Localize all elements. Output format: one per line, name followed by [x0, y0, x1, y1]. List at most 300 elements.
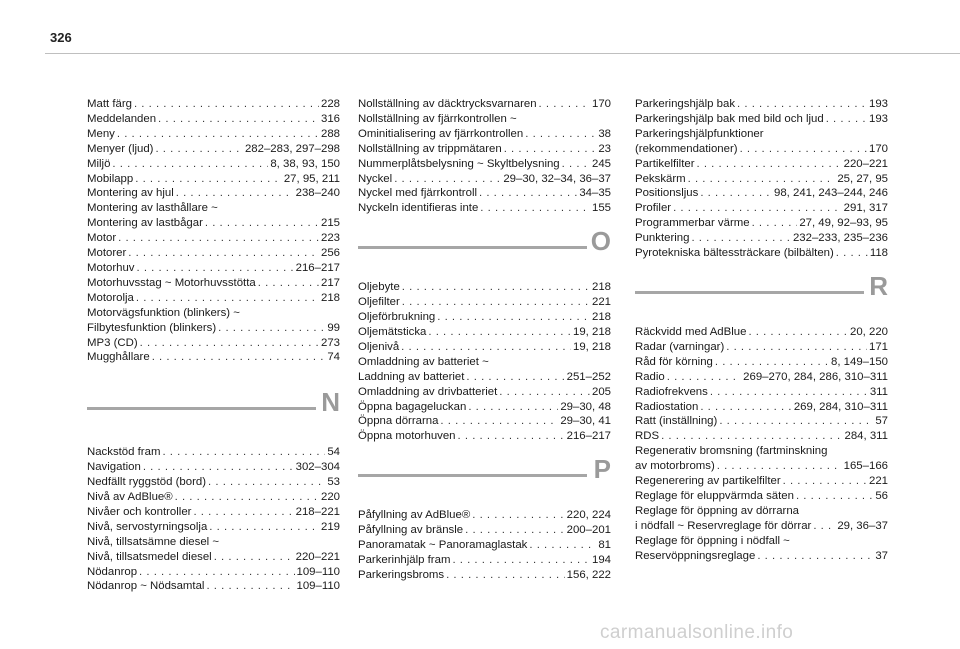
dot-leader — [796, 489, 873, 504]
dot-leader — [118, 231, 319, 246]
index-entry[interactable] — [358, 142, 611, 157]
index-entry[interactable] — [358, 538, 611, 553]
index-term: Motorolja — [87, 291, 134, 304]
index-term: Påfyllning av bränsle — [358, 524, 464, 537]
index-term: Parkeringshjälpfunktioner — [635, 127, 764, 140]
index-term: Råd för körning — [635, 355, 713, 368]
section-header-o — [358, 216, 611, 280]
index-term: Profiler — [635, 202, 672, 215]
index-term: Radio — [635, 370, 665, 383]
page-reference[interactable]: 29–30, 41 — [560, 415, 611, 428]
index-entry-continued — [635, 444, 888, 459]
page-reference[interactable]: 193 — [868, 112, 888, 125]
dot-leader — [205, 216, 319, 231]
index-entry[interactable] — [87, 127, 340, 142]
index-term: Regenerativ bromsning (fartminskning — [635, 445, 828, 458]
index-term: Motorhuvsstag ~ Motorhuvsstötta — [87, 276, 256, 289]
dot-leader — [479, 186, 577, 201]
dot-leader — [719, 414, 873, 429]
page-reference[interactable]: 170 — [868, 142, 888, 155]
dot-leader — [218, 321, 325, 336]
dot-leader — [697, 157, 842, 172]
dot-leader — [139, 565, 294, 580]
dot-leader — [136, 261, 293, 276]
top-divider — [45, 53, 960, 54]
dot-leader — [710, 385, 868, 400]
index-term: Parkeringshjälp bak med bild och ljud — [635, 112, 824, 125]
index-term: Mobilapp — [87, 172, 134, 185]
page-reference[interactable]: 54 — [327, 446, 340, 459]
index-entry-continued — [635, 534, 888, 549]
dot-leader — [468, 400, 558, 415]
index-entry[interactable] — [635, 474, 888, 489]
index-term: Programmerbar värme — [635, 217, 750, 230]
index-term: Omladdning av batteriet ~ — [358, 355, 489, 368]
index-entry[interactable] — [635, 157, 888, 172]
page-reference[interactable]: 29, 36–37 — [837, 519, 888, 532]
index-entry[interactable] — [635, 370, 888, 385]
section-header-r — [635, 261, 888, 325]
dot-leader — [472, 508, 564, 523]
dot-leader — [176, 186, 294, 201]
dot-leader — [480, 201, 590, 216]
index-entry[interactable] — [635, 489, 888, 504]
index-entry[interactable] — [358, 553, 611, 568]
index-term: Ominitialisering av fjärrkontrollen — [358, 127, 524, 140]
index-entry[interactable] — [358, 414, 611, 429]
index-entry[interactable] — [87, 246, 340, 261]
index-entry[interactable] — [635, 172, 888, 187]
page-reference[interactable]: 251–252 — [566, 370, 611, 383]
index-entry[interactable] — [635, 414, 888, 429]
page-reference[interactable]: 171 — [868, 340, 888, 353]
index-entry[interactable] — [87, 261, 340, 276]
index-term: Regenerering av partikelfilter — [635, 475, 781, 488]
page-reference[interactable]: 291, 317 — [843, 202, 888, 215]
page-reference[interactable]: 221 — [868, 475, 888, 488]
page-reference[interactable]: 25, 27, 95 — [837, 172, 888, 185]
page-reference[interactable]: 218 — [591, 281, 611, 294]
dot-leader — [112, 157, 268, 172]
index-entry[interactable] — [87, 112, 340, 127]
index-term: Parkerinhjälp fram — [358, 553, 451, 566]
page-reference[interactable]: 19, 218 — [572, 325, 611, 338]
page-reference[interactable]: 220 — [320, 491, 340, 504]
index-term: Filbytesfunktion (blinkers) — [87, 321, 217, 334]
index-entry[interactable] — [358, 508, 611, 523]
index-term: Nivå, servostyrningsolja — [87, 520, 208, 533]
index-entry-continued — [87, 306, 340, 321]
dot-leader — [437, 310, 590, 325]
index-term: Radar (varningar) — [635, 340, 725, 353]
index-term: MP3 (CD) — [87, 336, 138, 349]
dot-leader — [401, 340, 571, 355]
dot-leader — [402, 280, 590, 295]
index-term: RDS — [635, 430, 660, 443]
index-term: Matt färg — [87, 98, 132, 110]
index-term: Nödanrop — [87, 565, 138, 578]
index-term: Miljö — [87, 157, 111, 170]
page-reference[interactable]: 218 — [320, 291, 340, 304]
index-entry[interactable] — [635, 112, 888, 127]
index-entry[interactable] — [635, 385, 888, 400]
page-reference[interactable]: 38 — [598, 127, 611, 140]
index-term: Pekskärm — [635, 172, 686, 185]
dot-leader — [458, 429, 565, 444]
index-entry[interactable] — [358, 385, 611, 400]
index-entry-continued — [87, 535, 340, 550]
index-entry[interactable] — [87, 445, 340, 460]
index-term: Motorer — [87, 247, 127, 260]
index-entry[interactable] — [87, 186, 340, 201]
index-term: Motorvägsfunktion (blinkers) ~ — [87, 306, 240, 319]
dot-leader — [136, 291, 319, 306]
index-entry[interactable] — [635, 201, 888, 216]
page-reference[interactable]: 256 — [320, 247, 340, 260]
index-entry[interactable] — [358, 429, 611, 444]
page-reference[interactable]: 223 — [320, 232, 340, 245]
index-entry[interactable] — [87, 565, 340, 580]
dot-leader — [748, 325, 848, 340]
index-entry-continued — [358, 112, 611, 127]
index-term: Oljenivå — [358, 340, 400, 353]
index-term: Öppna motorhuven — [358, 430, 456, 443]
page-reference[interactable]: 74 — [327, 351, 340, 364]
page-reference[interactable]: 170 — [591, 98, 611, 110]
dot-leader — [499, 385, 590, 400]
index-entry[interactable] — [87, 475, 340, 490]
section-rule — [635, 291, 864, 294]
page-reference[interactable]: 220, 224 — [566, 509, 611, 522]
index-term: Navigation — [87, 461, 141, 474]
index-entry[interactable] — [358, 568, 611, 583]
index-term: av motorbroms) — [635, 460, 715, 473]
page-reference[interactable]: 29–30, 48 — [560, 400, 611, 413]
dot-leader — [715, 355, 829, 370]
dot-leader — [504, 142, 597, 157]
page-reference[interactable]: 29–30, 32–34, 36–37 — [503, 172, 611, 185]
dot-leader — [661, 429, 842, 444]
index-term: Motor — [87, 232, 117, 245]
index-term: Parkeringsbroms — [358, 568, 445, 581]
page-reference[interactable]: 193 — [868, 98, 888, 110]
page-reference[interactable]: 273 — [320, 336, 340, 349]
dot-leader — [208, 475, 325, 490]
page-reference[interactable]: 205 — [591, 385, 611, 398]
section-letter: N — [321, 387, 340, 418]
index-term: i nödfall ~ Reservreglage för dörrar — [635, 519, 812, 532]
index-term: Menyer (ljud) — [87, 142, 154, 155]
dot-leader — [700, 186, 772, 201]
index-entry[interactable] — [87, 579, 340, 594]
index-entry[interactable] — [358, 157, 611, 172]
index-entry[interactable] — [87, 142, 340, 157]
dot-leader — [214, 550, 294, 565]
page-reference[interactable]: 81 — [598, 539, 611, 552]
index-entry[interactable] — [635, 340, 888, 355]
page-reference[interactable]: 23 — [598, 142, 611, 155]
index-entry-continued — [635, 504, 888, 519]
section-rule — [358, 246, 587, 249]
index-term: Oljefilter — [358, 296, 400, 309]
index-entry[interactable] — [358, 172, 611, 187]
index-entry[interactable] — [87, 520, 340, 535]
section-header-p — [358, 444, 611, 508]
dot-leader — [155, 142, 243, 157]
dot-leader — [717, 459, 842, 474]
dot-leader — [726, 340, 867, 355]
index-entry[interactable] — [87, 550, 340, 565]
index-entry[interactable] — [358, 370, 611, 385]
index-entry[interactable] — [87, 490, 340, 505]
index-entry[interactable] — [87, 350, 340, 365]
dot-leader — [529, 538, 596, 553]
index-term: Nödanrop ~ Nödsamtal — [87, 580, 205, 593]
index-entry[interactable] — [635, 519, 888, 534]
page-reference[interactable]: 34–35 — [579, 187, 611, 200]
page-reference[interactable]: 245 — [591, 157, 611, 170]
index-term: Panoramatak ~ Panoramaglastak — [358, 539, 528, 552]
page-reference[interactable]: 215 — [320, 217, 340, 230]
index-entry[interactable] — [635, 549, 888, 564]
page-reference[interactable]: 98, 241, 243–244, 246 — [773, 187, 888, 200]
index-term: Reglage för öppning i nödfall ~ — [635, 534, 790, 547]
dot-leader — [446, 568, 565, 583]
index-term: Punktering — [635, 232, 690, 245]
index-term: Nedfällt ryggstöd (bord) — [87, 476, 207, 489]
index-term: Oljemätsticka — [358, 325, 427, 338]
index-term: Reglage för öppning av dörrarna — [635, 504, 800, 517]
index-entry[interactable] — [87, 505, 340, 520]
index-term: Meddelanden — [87, 112, 157, 125]
index-entry[interactable] — [358, 523, 611, 538]
index-entry[interactable] — [358, 127, 611, 142]
page-reference[interactable]: 216–217 — [566, 430, 611, 443]
index-entry[interactable] — [87, 460, 340, 475]
index-term: Nyckel — [358, 172, 393, 185]
index-entry[interactable] — [358, 97, 611, 112]
index-term: Räckvidd med AdBlue — [635, 325, 747, 338]
index-entry[interactable] — [358, 186, 611, 201]
dot-leader — [162, 445, 325, 460]
page-reference[interactable]: 288 — [320, 127, 340, 140]
dot-leader — [673, 201, 842, 216]
index-term: Motorhuv — [87, 261, 135, 274]
index-term: Öppna bagageluckan — [358, 400, 467, 413]
page-reference[interactable]: 155 — [591, 202, 611, 215]
index-entry[interactable] — [358, 340, 611, 355]
index-term: Nivåer och kontroller — [87, 505, 192, 518]
page-reference[interactable]: 156, 222 — [566, 568, 611, 581]
dot-leader — [128, 246, 319, 261]
dot-leader — [813, 519, 835, 534]
index-entry[interactable] — [358, 400, 611, 415]
dot-leader — [140, 336, 319, 351]
index-entry-continued — [87, 201, 340, 216]
index-entry[interactable] — [87, 231, 340, 246]
index-entry[interactable] — [87, 97, 340, 112]
index-entry[interactable] — [635, 97, 888, 112]
section-letter: O — [590, 226, 611, 257]
page-reference[interactable]: 99 — [327, 321, 340, 334]
page-reference[interactable]: 238–240 — [295, 187, 340, 200]
page-reference[interactable]: 311 — [869, 385, 888, 398]
index-term: Omladdning av drivbatteriet — [358, 385, 498, 398]
index-entry[interactable] — [635, 142, 888, 157]
index-entry[interactable] — [635, 216, 888, 231]
page-reference[interactable]: 220–221 — [295, 550, 340, 563]
index-term: (rekommendationer) — [635, 142, 738, 155]
page-reference[interactable]: 316 — [320, 112, 340, 125]
page-reference[interactable]: 232–233, 235–236 — [792, 232, 888, 245]
section-header-n — [87, 365, 340, 445]
index-term: Oljebyte — [358, 281, 400, 294]
dot-leader — [175, 490, 319, 505]
index-term: Oljeförbrukning — [358, 311, 436, 324]
dot-leader — [452, 553, 590, 568]
index-column-2 — [358, 97, 611, 583]
index-term: Montering av hjul — [87, 187, 174, 200]
index-entry-continued — [635, 127, 888, 142]
page-reference[interactable]: 56 — [875, 489, 888, 502]
page-reference[interactable]: 109–110 — [296, 580, 340, 593]
dot-leader — [117, 127, 319, 142]
index-entry[interactable] — [635, 429, 888, 444]
page-reference[interactable]: 218 — [591, 311, 611, 324]
dot-leader — [752, 216, 798, 231]
page-reference[interactable]: 27, 49, 92–93, 95 — [799, 217, 888, 230]
section-rule — [87, 407, 316, 410]
dot-leader — [143, 460, 294, 475]
page-reference[interactable]: 269, 284, 310–311 — [793, 400, 888, 413]
index-term: Radiofrekvens — [635, 385, 708, 398]
page-reference[interactable]: 8, 149–150 — [830, 355, 888, 368]
index-entry[interactable] — [635, 355, 888, 370]
page-reference[interactable]: 228 — [320, 98, 340, 110]
index-entry[interactable] — [87, 321, 340, 336]
index-entry[interactable] — [635, 400, 888, 415]
index-entry[interactable] — [635, 246, 888, 261]
dot-leader — [209, 520, 319, 535]
page-reference[interactable]: 37 — [875, 549, 888, 562]
index-column-3 — [635, 97, 888, 563]
dot-leader — [135, 172, 282, 187]
dot-leader — [402, 295, 590, 310]
index-column-1 — [87, 97, 340, 594]
dot-leader — [394, 172, 501, 187]
index-entry[interactable] — [635, 231, 888, 246]
dot-leader — [667, 370, 741, 385]
section-letter: R — [869, 270, 888, 301]
index-entry[interactable] — [358, 310, 611, 325]
dot-leader — [258, 276, 319, 291]
index-entry[interactable] — [87, 216, 340, 231]
index-entry[interactable] — [87, 276, 340, 291]
index-entry[interactable] — [87, 172, 340, 187]
dot-leader — [740, 142, 867, 157]
index-term: Reglage för eluppvärmda säten — [635, 489, 794, 502]
section-letter: P — [593, 454, 611, 485]
index-term: Laddning av batteriet — [358, 370, 465, 383]
page-reference[interactable]: 200–201 — [566, 524, 611, 537]
page-reference[interactable]: 27, 95, 211 — [283, 172, 340, 185]
page-reference[interactable]: 220–221 — [843, 157, 888, 170]
page-reference[interactable]: 19, 218 — [572, 340, 611, 353]
dot-leader — [193, 505, 293, 520]
page-reference[interactable]: 20, 220 — [849, 325, 888, 338]
index-term: Radiostation — [635, 400, 699, 413]
section-rule — [358, 474, 587, 477]
index-entry[interactable] — [87, 157, 340, 172]
index-term: Nummerplåtsbelysning ~ Skyltbelysning — [358, 157, 560, 170]
index-term: Pyrotekniska bältessträckare (bilbälten) — [635, 247, 834, 260]
index-term: Nollställning av däcktrycksvarnaren — [358, 98, 537, 110]
page-reference[interactable]: 221 — [591, 296, 611, 309]
dot-leader — [466, 370, 564, 385]
page-reference[interactable]: 217 — [320, 276, 340, 289]
index-entry[interactable] — [635, 459, 888, 474]
page-reference[interactable]: 109–110 — [296, 565, 340, 578]
page-reference[interactable]: 53 — [327, 476, 340, 489]
index-entry[interactable] — [358, 325, 611, 340]
page-reference[interactable]: 216–217 — [295, 261, 340, 274]
dot-leader — [700, 400, 792, 415]
index-term: Påfyllning av AdBlue® — [358, 509, 471, 522]
index-term: Nyckeln identifieras inte — [358, 202, 479, 215]
index-term: Öppna dörrarna — [358, 415, 439, 428]
dot-leader — [465, 523, 565, 538]
index-term: Positionsljus — [635, 187, 699, 200]
page-reference[interactable]: 282–283, 297–298 — [244, 142, 340, 155]
dot-leader — [152, 350, 326, 365]
page-reference[interactable]: 8, 38, 93, 150 — [270, 157, 340, 170]
dot-leader — [691, 231, 791, 246]
index-term: Mugghållare — [87, 351, 150, 364]
index-term: Nollställning av fjärrkontrollen ~ — [358, 112, 517, 125]
index-term: Reservöppningsreglage — [635, 549, 756, 562]
index-term: Nackstöd fram — [87, 446, 161, 459]
index-entry[interactable] — [635, 186, 888, 201]
index-term: Nivå, tillsatsmedel diesel — [87, 550, 212, 563]
index-entry[interactable] — [358, 280, 611, 295]
index-entry[interactable] — [87, 336, 340, 351]
dot-leader — [836, 246, 868, 261]
index-entry[interactable] — [635, 325, 888, 340]
dot-leader — [539, 97, 590, 112]
index-entry[interactable] — [87, 291, 340, 306]
index-term: Nivå, tillsatsämne diesel ~ — [87, 535, 219, 548]
dot-leader — [737, 97, 867, 112]
page-reference[interactable]: 284, 311 — [844, 430, 888, 443]
dot-leader — [525, 127, 596, 142]
page-reference[interactable]: 118 — [869, 247, 888, 260]
page-reference[interactable]: 57 — [875, 415, 888, 428]
page-reference[interactable]: 219 — [320, 520, 340, 533]
page-reference[interactable]: 218–221 — [295, 505, 340, 518]
dot-leader — [206, 579, 294, 594]
page-reference[interactable]: 194 — [591, 553, 611, 566]
dot-leader — [562, 157, 590, 172]
index-entry[interactable] — [358, 201, 611, 216]
dot-leader — [428, 325, 571, 340]
index-entry[interactable] — [358, 295, 611, 310]
index-term: Montering av lasthållare ~ — [87, 202, 218, 215]
page-reference[interactable]: 302–304 — [295, 461, 340, 474]
index-term: Meny — [87, 127, 115, 140]
page-number: 326 — [50, 30, 72, 45]
page-reference[interactable]: 165–166 — [843, 460, 888, 473]
page-reference[interactable]: 269–270, 284, 286, 310–311 — [743, 370, 888, 383]
